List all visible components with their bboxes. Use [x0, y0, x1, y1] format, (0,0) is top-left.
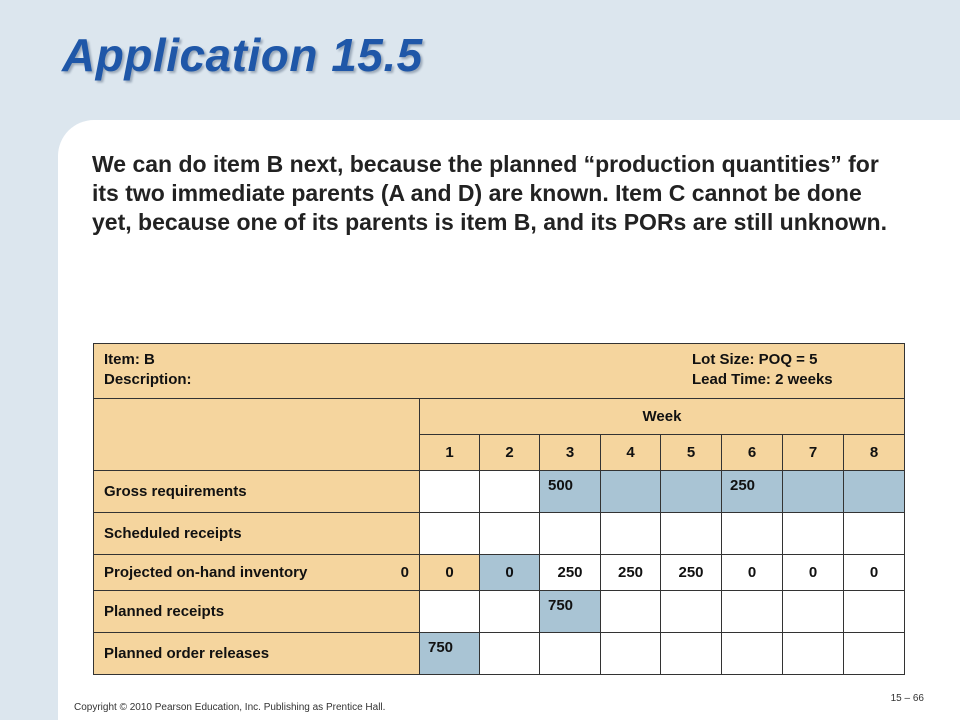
lead-time: Lead Time: 2 weeks	[692, 371, 833, 388]
table-row-projected-on-hand	[94, 555, 905, 591]
table-cell	[601, 513, 661, 555]
copyright-notice: Copyright © 2010 Pearson Education, Inc. Publishing as Prentice Hall.	[74, 702, 386, 713]
table-cell	[722, 591, 783, 633]
week-header: 5	[661, 435, 722, 471]
week-header: 3	[540, 435, 601, 471]
table-cell	[661, 513, 722, 555]
table-cell	[844, 513, 905, 555]
table-cell	[601, 471, 661, 513]
table-cell	[480, 591, 540, 633]
table-cell: 250	[540, 555, 601, 591]
lot-size: Lot Size: POQ = 5	[692, 351, 818, 368]
table-cell	[722, 513, 783, 555]
table-cell	[783, 591, 844, 633]
week-header: 1	[420, 435, 480, 471]
table-cell: 0	[783, 555, 844, 591]
table-row-gross-requirements	[94, 471, 905, 513]
table-cell: 0	[480, 555, 540, 591]
header-blank	[94, 399, 420, 471]
table-cell	[661, 633, 722, 675]
table-cell: 750	[420, 633, 480, 675]
initial-inventory: 0	[400, 564, 409, 581]
row-label: Scheduled receipts	[94, 513, 420, 555]
table-cell	[420, 471, 480, 513]
table-cell: 250	[722, 471, 783, 513]
table-row-planned-order-releases	[94, 633, 905, 675]
explanation-paragraph: We can do item B next, because the planned “production quantities” for its two immediate parents (A and D) are known. Item C cannot be done yet, because one of its parents is item B, and its PORs are still unknown.	[92, 151, 887, 235]
table-cell	[844, 471, 905, 513]
table-cell	[783, 633, 844, 675]
row-label-cell	[94, 555, 420, 591]
week-header: 7	[783, 435, 844, 471]
table-cell: 250	[601, 555, 661, 591]
table-cell	[601, 633, 661, 675]
table-cell	[480, 471, 540, 513]
table-cell: 0	[722, 555, 783, 591]
record-header	[94, 344, 905, 399]
table-cell	[661, 591, 722, 633]
table-cell	[420, 513, 480, 555]
week-header: 8	[844, 435, 905, 471]
item-line: Item: B	[104, 351, 155, 368]
table-cell: 750	[540, 591, 601, 633]
table-cell	[722, 633, 783, 675]
week-header: 2	[480, 435, 540, 471]
week-header: 6	[722, 435, 783, 471]
week-label: Week	[420, 399, 905, 435]
table-cell	[601, 591, 661, 633]
table-cell	[844, 633, 905, 675]
page-number: 15 – 66	[890, 693, 924, 704]
table-cell	[783, 513, 844, 555]
table-cell	[661, 471, 722, 513]
row-label: Planned order releases	[94, 633, 420, 675]
table-cell	[420, 591, 480, 633]
row-label: Projected on-hand inventory	[104, 564, 308, 581]
table-cell	[480, 513, 540, 555]
table-cell	[844, 591, 905, 633]
mrp-record-table	[93, 343, 905, 675]
table-cell: 0	[420, 555, 480, 591]
table-cell	[540, 633, 601, 675]
slide-title: Application 15.5	[62, 29, 423, 81]
table-row-planned-receipts	[94, 591, 905, 633]
table-cell: 500	[540, 471, 601, 513]
table-row-scheduled-receipts	[94, 513, 905, 555]
table-cell: 250	[661, 555, 722, 591]
description-line: Description:	[104, 371, 192, 388]
table-cell	[540, 513, 601, 555]
table-cell	[783, 471, 844, 513]
table-cell	[480, 633, 540, 675]
row-label: Planned receipts	[94, 591, 420, 633]
week-header: 4	[601, 435, 661, 471]
table-cell: 0	[844, 555, 905, 591]
row-label: Gross requirements	[94, 471, 420, 513]
